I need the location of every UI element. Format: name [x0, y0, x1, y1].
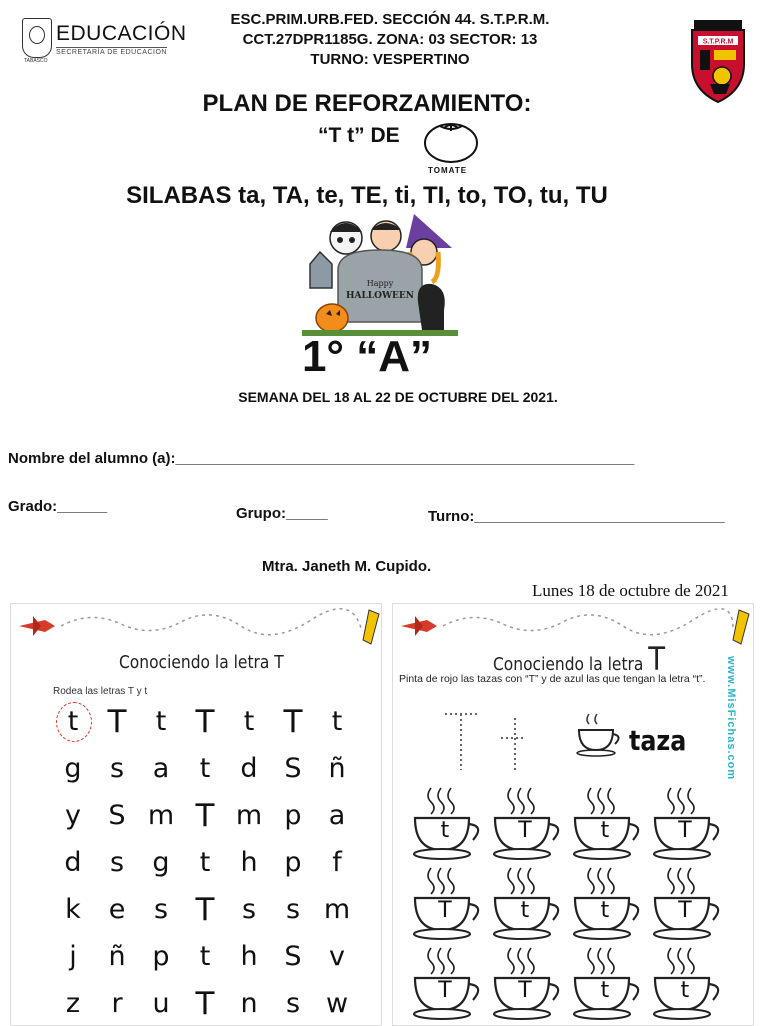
letter-cell[interactable]: S: [108, 800, 126, 831]
school-info: [190, 10, 590, 70]
plan-title: PLAN DE REFORZAMIENTO:: [202, 90, 532, 117]
letter-cell[interactable]: d: [240, 753, 258, 784]
letter-cell[interactable]: s: [285, 988, 301, 1019]
website-watermark: www.MisFichas.com: [725, 656, 737, 781]
letter-grid: [51, 702, 359, 1026]
letter-cell[interactable]: p: [284, 800, 302, 831]
letter-cell[interactable]: w: [325, 988, 349, 1019]
cup-letter: T: [518, 978, 532, 1003]
letter-cell[interactable]: s: [241, 894, 257, 925]
letter-cell[interactable]: m: [147, 800, 175, 831]
letter-subtitle: “T t” DE: [318, 124, 400, 147]
letter-cell[interactable]: t: [199, 941, 211, 972]
letter-cell[interactable]: ñ: [108, 941, 126, 972]
airplane-decoration: [11, 604, 381, 656]
cup-letter: t: [520, 898, 530, 923]
student-name-field[interactable]: Nombre del alumno (a):_______________________________________________________: [8, 450, 635, 467]
school-line-3: TURNO: VESPERTINO: [310, 51, 470, 68]
cup-letter: T: [518, 818, 532, 843]
cup-item[interactable]: [491, 784, 571, 864]
cup-letter: T: [678, 898, 692, 923]
school-line-2: CCT.27DPR1185G. ZONA: 03 SECTOR: 13: [242, 31, 538, 48]
letter-cell[interactable]: d: [64, 847, 82, 878]
letter-cell[interactable]: z: [65, 988, 81, 1019]
logo-subtitle: SECRETARÍA DE EDUCACIÓN: [56, 49, 167, 56]
letter-cell[interactable]: S: [284, 753, 302, 784]
letter-cell[interactable]: T: [107, 704, 127, 740]
svg-text:Happy: Happy: [366, 279, 394, 288]
cup-letter: t: [600, 818, 610, 843]
dotted-letters-icon: [443, 708, 523, 772]
letter-cell[interactable]: p: [284, 847, 302, 878]
letter-cell[interactable]: T: [195, 986, 215, 1022]
letter-cell[interactable]: g: [64, 753, 82, 784]
letter-cell[interactable]: s: [153, 894, 169, 925]
shift-field[interactable]: Turno:______________________________: [428, 508, 725, 525]
letter-cell[interactable]: t: [243, 706, 255, 737]
letter-cell[interactable]: f: [332, 847, 342, 878]
letter-cell[interactable]: S: [284, 941, 302, 972]
cup-grid: [411, 784, 731, 1024]
letter-cell[interactable]: s: [285, 894, 301, 925]
cup-item[interactable]: [491, 864, 571, 944]
worksheet-letter-grid: [10, 603, 382, 1026]
letter-cell[interactable]: p: [152, 941, 170, 972]
cup-item[interactable]: [411, 864, 491, 944]
cup-item[interactable]: [411, 944, 491, 1024]
cup-item[interactable]: [651, 864, 731, 944]
education-logo: [22, 18, 187, 64]
grade-group: 1° “A”: [301, 332, 433, 381]
teacher-name: Mtra. Janeth M. Cupido.: [262, 558, 432, 575]
cup-letter: t: [600, 978, 610, 1003]
worksheet-date: Lunes 18 de octubre de 2021: [532, 581, 729, 600]
letter-cell[interactable]: v: [329, 941, 345, 972]
left-sheet-instruction: Rodea las letras T y t: [53, 686, 148, 697]
letter-cell[interactable]: T: [195, 892, 215, 928]
shield-text: S.T.P.R.M: [702, 38, 734, 46]
letter-cell[interactable]: k: [65, 894, 81, 925]
right-sheet-instruction: Pinta de rojo las tazas con “T” y de azul las que tengan la letra “t”.: [399, 673, 706, 685]
letter-cell[interactable]: m: [235, 800, 263, 831]
letter-cell[interactable]: g: [152, 847, 170, 878]
letter-cell[interactable]: n: [240, 988, 258, 1019]
grade-field[interactable]: Grado:______: [8, 498, 108, 515]
letter-cell[interactable]: t: [199, 753, 211, 784]
cup-item[interactable]: [651, 944, 731, 1024]
worksheet-cups: [392, 603, 754, 1026]
cup-letter: t: [680, 978, 690, 1003]
letter-cell[interactable]: r: [111, 988, 123, 1019]
teacup-icon: [575, 712, 625, 758]
letter-cell[interactable]: h: [240, 847, 258, 878]
letter-cell[interactable]: j: [69, 941, 77, 972]
letter-cell[interactable]: m: [323, 894, 351, 925]
tomato-label: TOMATE: [428, 166, 468, 175]
school-line-1: ESC.PRIM.URB.FED. SECCIÓN 44. S.T.P.R.M.: [230, 11, 550, 28]
cup-item[interactable]: [571, 784, 651, 864]
cup-letter: T: [438, 978, 452, 1003]
letter-cell[interactable]: s: [109, 753, 125, 784]
letter-cell[interactable]: T: [195, 704, 215, 740]
cup-letter: t: [600, 898, 610, 923]
seal-icon: [22, 18, 52, 58]
letter-cell[interactable]: t: [331, 706, 343, 737]
cup-letter: T: [438, 898, 452, 923]
letter-cell[interactable]: t: [199, 847, 211, 878]
letter-cell[interactable]: a: [152, 753, 170, 784]
cup-item[interactable]: [491, 944, 571, 1024]
cup-item[interactable]: [411, 784, 491, 864]
letter-cell[interactable]: e: [108, 894, 126, 925]
letter-cell[interactable]: a: [328, 800, 346, 831]
logo-state: TABASCO: [24, 58, 48, 64]
cup-letter: t: [440, 818, 450, 843]
left-sheet-title: Conociendo la letra T: [119, 652, 284, 673]
letter-cell[interactable]: s: [109, 847, 125, 878]
week-range: SEMANA DEL 18 AL 22 DE OCTUBRE DEL 2021.: [238, 389, 558, 405]
taza-word: taza: [629, 724, 687, 757]
right-sheet-title-letter: T: [648, 640, 666, 678]
cup-item[interactable]: [571, 944, 651, 1024]
cup-item[interactable]: [571, 864, 651, 944]
letter-cell[interactable]: ñ: [328, 753, 346, 784]
letter-cell[interactable]: y: [65, 800, 81, 831]
letter-cell[interactable]: u: [152, 988, 170, 1019]
letter-cell[interactable]: h: [240, 941, 258, 972]
group-field[interactable]: Grupo:_____: [236, 505, 328, 522]
letter-cell[interactable]: T: [195, 798, 215, 834]
letter-cell[interactable]: t: [155, 706, 167, 737]
right-sheet-title-text: Conociendo la letra: [493, 654, 644, 675]
syllables-title: SILABAS ta, TA, te, TE, ti, TI, to, TO, tu, TU: [126, 182, 608, 209]
cup-item[interactable]: [651, 784, 731, 864]
letter-cell[interactable]: t: [51, 702, 95, 749]
cup-letter: T: [678, 818, 692, 843]
halloween-illustration: [302, 212, 458, 336]
logo-word: EDUCACIÓN: [56, 22, 187, 45]
svg-text:HALLOWEEN: HALLOWEEN: [345, 291, 415, 301]
letter-cell[interactable]: T: [283, 704, 303, 740]
tomato-icon: [422, 118, 480, 164]
